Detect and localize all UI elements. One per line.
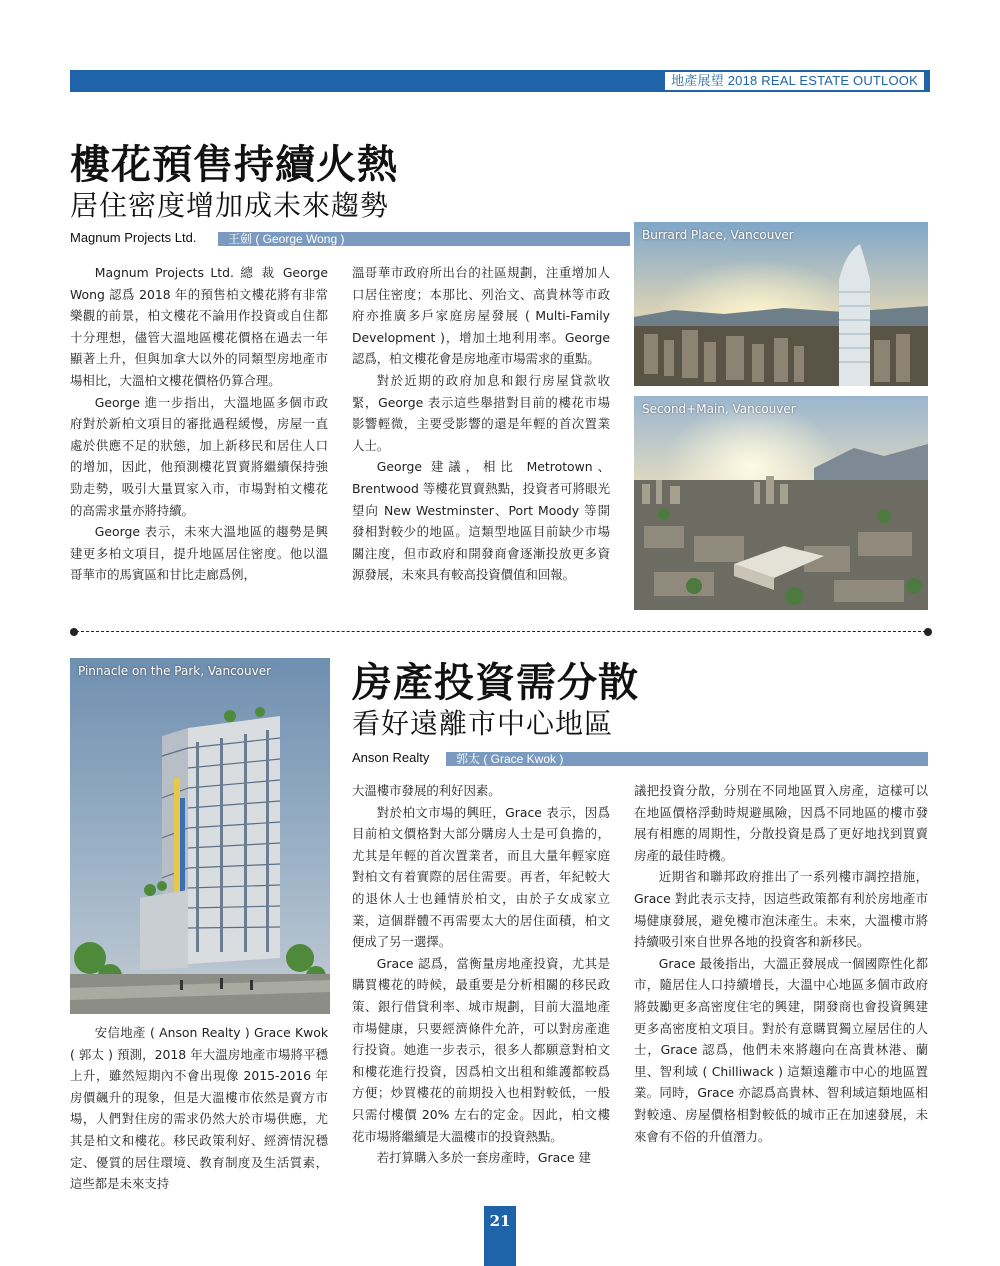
paragraph: 對於近期的政府加息和銀行房屋貸款收緊，George 表示這些舉措對目前的樓花市場影響輕微，主要受影響的還是年輕的首次置業人士。 — [352, 372, 610, 453]
article2-title: 房產投資需分散 — [352, 660, 639, 706]
photo-caption: Pinnacle on the Park, Vancouver — [78, 664, 272, 678]
photo-burrard-place — [634, 222, 928, 386]
paragraph: 議把投資分散，分別在不同地區買入房產，這樣可以在地區價格浮動時規避風險，因爲不同地區的樓市發展有相應的周期性，分散投資是爲了更好地找到買賣房產的最佳時機。 — [634, 783, 928, 863]
paragraph: 若打算購入多於一套房產時，Grace 建 — [376, 1150, 591, 1166]
article2-column-3 — [634, 780, 928, 1147]
header-bar — [70, 70, 930, 92]
paragraph: 對於柏文市場的興旺，Grace 表示，因爲目前柏文價格對大部分購房人士是可負擔的，尤其是年輕的首次置業者，而且大量年輕家庭對柏文有着實際的居住需要。再者，年紀較大的退休人士也鍾情於柏文，由於子女成家立業，這個群體不再需要太大的居住面積，柏文便成了另一選擇。 — [352, 804, 610, 950]
article1-subtitle: 居住密度增加成未來趨勢 — [70, 189, 390, 222]
article1-column-2 — [352, 262, 610, 586]
photo-caption: Second+Main, Vancouver — [642, 402, 796, 416]
header-label: 地產展望 2018 REAL ESTATE OUTLOOK — [665, 72, 924, 90]
article1-column-1 — [70, 262, 328, 586]
divider-dot — [924, 628, 932, 636]
paragraph: Grace 最後指出，大溫正發展成一個國際性化都市，隨居住人口持續增長，大溫中心地區多個市政府將鼓勵更多高密度住宅的興建，開發商也會投資興建更多高密度柏文項目。對於有意購買獨立屋居住的人士，Grace 認爲，他們未來將趨向在高貴林港、蘭里、智利域 ( Chilliwack ) 這類遠離市中心的地區置業。同時，Grace 亦認爲高貴林、智利域這類地區相對較遠、房屋價格相對較低的城市正在加速發展，未來會有不俗的升值潛力。 — [634, 955, 928, 1144]
divider-dot — [70, 628, 78, 636]
paragraph: 近期省和聯邦政府推出了一系列樓市調控措施，Grace 對此表示支持，因這些政策都有利於房地產市場健康發展，避免樓市泡沫產生。未來，大溫樓市將持續吸引來自世界各地的投資客和新移民。 — [634, 869, 928, 950]
article1-byline — [70, 230, 630, 246]
section-divider — [70, 628, 932, 636]
paragraph: George 建議，相比 Metrotown、Brentwood 等樓花買賣熱點，投資者可將眼光望向 New Westminster、Port Moody 等開發相對較少的地區。這類型地區目前缺少市場關注度，但市政府和開發商會逐漸投放更多資源發展，未來具有較高投資價值和回報。 — [352, 459, 610, 583]
paragraph: George 進一步指出，大溫地區多個市政府對於新柏文項目的審批過程緩慢，房屋一直處於供應不足的狀態，加上新移民和居住人口的增加，因此，他預測樓花買賣將繼續保持強勁走勢，吸引大量買家入市，市場對柏文樓花的高需求量亦將持續。 — [70, 394, 328, 518]
paragraph: Grace 認爲，當衡量房地產投資，尤其是購買樓花的時候，最重要是分析相關的移民政策、銀行借貸利率、城市規劃，目前大溫地產市場健康，只要經濟條件允許，可以對房產進行投資。她進一步表示，很多人都願意對柏文和樓花進行投資，因爲柏文出租和維護都較爲方便；炒買樓花的前期投入也相對較低，一般只需付樓價 20% 左右的定金。因此，柏文樓花市場將繼續是大溫樓市的投資熱點。 — [352, 955, 610, 1144]
article2-column-1 — [70, 1022, 328, 1195]
paragraph: 安信地產 ( Anson Realty ) Grace Kwok ( 郭太 ) 預測，2018 年大溫房地產市場將平穩上升，雖然短期內不會出現像 2015-2016 年房價飆升的現象，但是大溫樓市依然是賣方市場，人們對住房的需求仍然大於市場供應，尤其是柏文和樓花。移民政策利好、經濟情況穩定、優質的居住環境、教育制度及生活質素，這些都是未來支持 — [70, 1025, 328, 1192]
paragraph: Magnum Projects Ltd. 總 裁 George Wong 認爲 2018 年的預售柏文樓花將有非常樂觀的前景，柏文樓花不論用作投資或自住都十分理想，儘管大溫地區樓花價格在過去一年顯著上升，但與加拿大以外的同類型房地產市場相比，大溫柏文樓花價格仍算合理。 — [70, 265, 328, 388]
article2-subtitle: 看好遠離市中心地區 — [352, 707, 614, 740]
article2-column-2 — [352, 780, 610, 1169]
paragraph: 大溫樓市發展的利好因素。 — [352, 783, 501, 798]
photo-second-main — [634, 396, 928, 610]
article2-company: Anson Realty — [352, 750, 430, 765]
page-number: 21 — [484, 1206, 516, 1266]
article2-byline — [352, 750, 928, 766]
article1-company: Magnum Projects Ltd. — [70, 230, 197, 245]
paragraph: George 表示，未來大溫地區的趨勢是興建更多柏文項目，提升地區居住密度。他以溫哥華市的馬賓區和甘比走廊爲例， — [70, 524, 328, 583]
article2-author: 郭太 ( Grace Kwok ) — [446, 752, 928, 766]
paragraph: 溫哥華市政府所出台的社區規劃，注重增加人口居住密度；本那比、列治文、高貴林等市政府亦推廣多戶家庭房屋發展 ( Multi-Family Development )，增加土地利用率。George 認爲，柏文樓花會是房地產市場需求的重點。 — [352, 265, 610, 367]
divider-line — [76, 631, 926, 632]
article1-title: 樓花預售持續火熱 — [70, 142, 398, 188]
photo-pinnacle-on-the-park — [70, 658, 330, 1014]
article1-author: 王劍 ( George Wong ) — [218, 232, 630, 246]
photo-caption: Burrard Place, Vancouver — [642, 228, 794, 242]
